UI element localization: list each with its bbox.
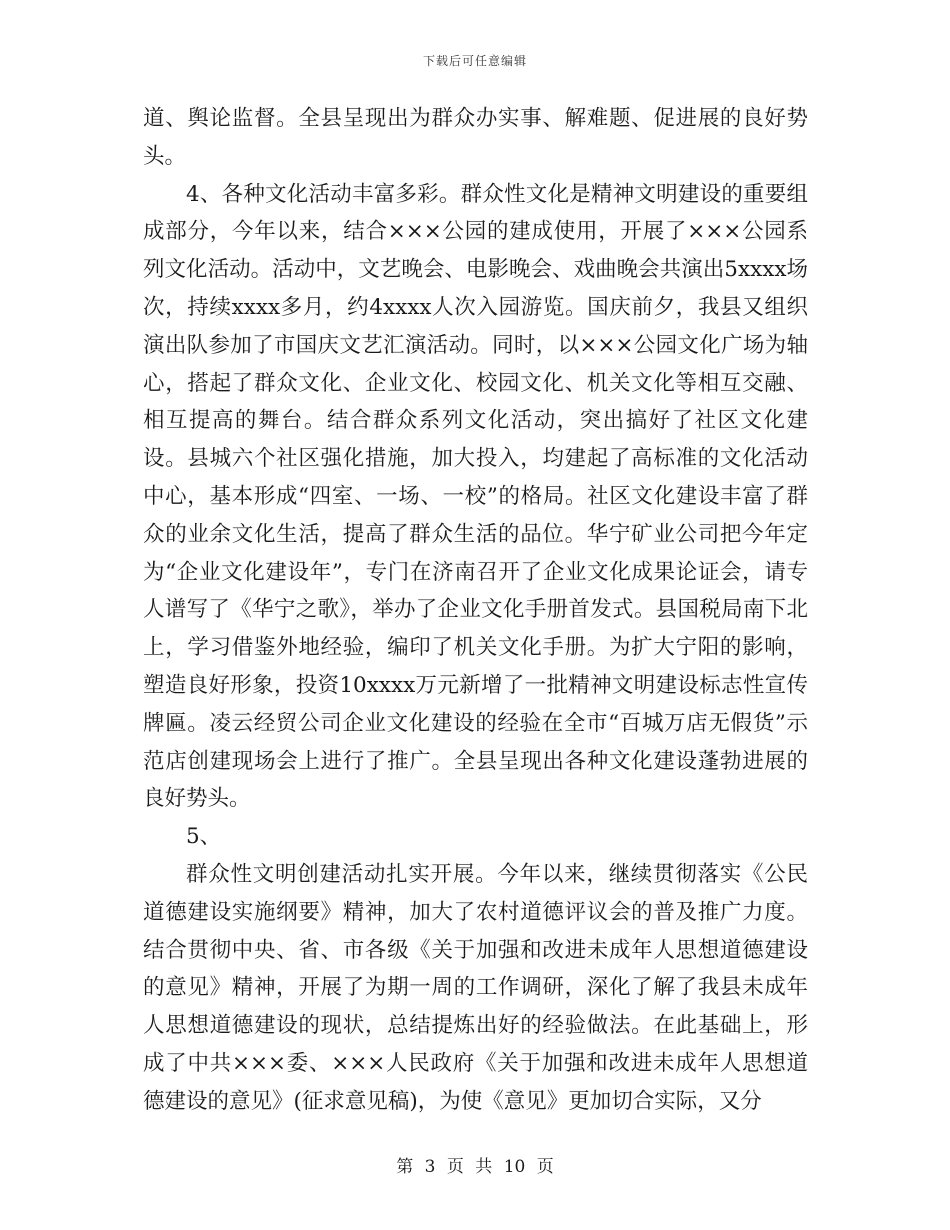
page-number: 第 3 页 共 10 页: [396, 1157, 554, 1177]
page-header: 下载后可任意编辑: [422, 54, 527, 68]
document-body: [143, 100, 808, 1121]
paragraph-continuation: 道、舆论监督。全县呈现出为群众办实事、解难题、促进展的良好势头。: [143, 106, 808, 169]
paragraph-civilization-campaign: 群众性文明创建活动扎实开展。今年以来，继续贯彻落实《公民道德建设实施纲要》精神，加大了农村道德评议会的普及推广力度。结合贯彻中央、省、市各级《关于加强和改进未成年人思想道德建设的意见》精神，开展了为期一周的工作调研，深化了解了我县未成年人思想道德建设的现状，总结提炼出好的经验做法。在此基础上，形成了中共×××委、×××人民政府《关于加强和改进未成年人思想道德建设的意见》(征求意见稿)，为使《意见》更加切合实际，又分: [143, 861, 808, 1114]
paragraph-cultural-activities: 4、各种文化活动丰富多彩。群众性文化是精神文明建设的重要组成部分，今年以来，结合×××公园的建成使用，开展了×××公园系列文化活动。活动中，文艺晚会、电影晚会、戏曲晚会共演出5xxxx场次，持续xxxx多月，约4xxxx人次入园游览。国庆前夕，我县又组织演出队参加了市国庆文艺汇演活动。同时，以×××公园文化广场为轴心，搭起了群众文化、企业文化、校园文化、机关文化等相互交融、相互提高的舞台。结合群众系列文化活动，突出搞好了社区文化建设。县城六个社区强化措施，加大投入，均建起了高标准的文化活动中心，基本形成“四室、一场、一校”的格局。社区文化建设丰富了群众的业余文化生活，提高了群众生活的品位。华宁矿业公司把今年定为“企业文化建设年”，专门在济南召开了企业文化成果论证会，请专人谱写了《华宁之歌》，举办了企业文化手册首发式。县国税局南下北上，学习借鉴外地经验，编印了机关文化手册。为扩大宁阳的影响，塑造良好形象，投资10xxxx万元新增了一批精神文明建设标志性宣传牌匾。凌云经贸公司企业文化建设的经验在全市“百城万店无假货”示范店创建现场会上进行了推广。全县呈现出各种文化建设蓬勃进展的良好势头。: [143, 181, 808, 812]
paragraph-item-number: 5、: [186, 824, 222, 850]
